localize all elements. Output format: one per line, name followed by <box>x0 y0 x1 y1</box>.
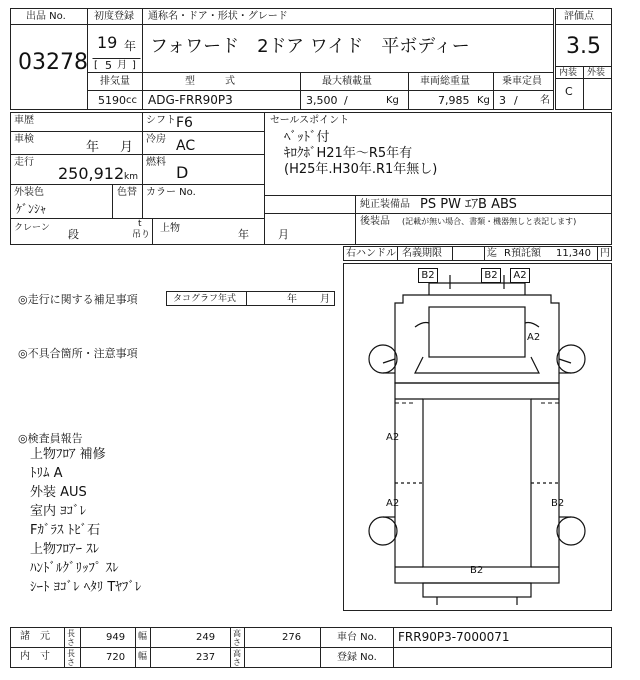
tacho-label: タコグラフ年式 <box>173 294 237 304</box>
model-name-label: 通称名・ドア・形状・グレード <box>148 11 288 22</box>
model-name: フォワード 2ドア ワイド 平ボディー <box>150 36 470 57</box>
capacity-sep: / <box>514 94 518 107</box>
damage-mark-b2: B2 <box>418 268 438 283</box>
inner-length-label: 長さ <box>67 649 75 667</box>
inner-height-label: 高さ <box>233 649 241 667</box>
max-load-label: 最大積載量 <box>322 76 372 87</box>
shift-value: F6 <box>176 115 193 131</box>
capacity: 3 <box>499 94 506 107</box>
inspector-line: 上物ﾌﾛｱｰ ｽﾚ <box>30 542 100 557</box>
inspector-line: ﾄﾘﾑ A <box>30 466 63 481</box>
max-load-unit: Kg <box>386 95 399 106</box>
outer-dims-label: 諸 元 <box>20 631 50 642</box>
aircon-value: AC <box>176 138 196 154</box>
damage-mark-a2: A2 <box>527 332 541 343</box>
first-reg-label: 初度登録 <box>94 11 134 22</box>
genuine-equipment-label: 純正装備品 <box>360 199 410 210</box>
inspector-line: Fｶﾞﾗｽ ﾄﾋﾞ石 <box>30 523 101 538</box>
reg-month-open: [ <box>94 60 98 71</box>
inspector-line: 外装 AUS <box>30 485 87 500</box>
aftermarket-label: 後装品 <box>360 216 390 227</box>
damage-mark-b2: B2 <box>551 498 565 509</box>
color-label: 外装色 <box>14 187 44 198</box>
bed-month-unit: 月 <box>278 228 289 241</box>
inspector-line: 室内 ﾖｺﾞﾚ <box>30 504 87 519</box>
exterior-label: 外装 <box>587 68 606 78</box>
lot-no: 03278 <box>18 50 88 75</box>
reg-year: 19 <box>97 33 118 52</box>
capacity-unit: 名 <box>540 95 550 106</box>
r-deposit-label: R預託額 <box>504 248 541 259</box>
inner-dims-label: 内 寸 <box>20 651 50 662</box>
history-label: 車歴 <box>14 115 34 126</box>
capacity-label: 乗車定員 <box>502 76 542 87</box>
truck-diagram <box>343 263 611 610</box>
bed-label: 上物 <box>160 223 180 234</box>
grade-label: 評価点 <box>564 11 594 22</box>
reserve-label: 迄 <box>487 248 497 259</box>
genuine-equipment: PS PW ｴｱB ABS <box>420 197 517 212</box>
mileage-value: 250,912 <box>58 164 125 183</box>
color-code-label: カラー No. <box>146 187 196 198</box>
interior-label: 内装 <box>559 68 578 78</box>
tacho-month-unit: 月 <box>320 294 330 305</box>
fuel-value: D <box>176 163 189 182</box>
inspection-label: 車検 <box>14 134 34 145</box>
inspector-line: 上物ﾌﾛｱ 補修 <box>30 447 106 462</box>
damage-mark-a2: A2 <box>386 432 400 443</box>
outer-length: 949 <box>106 632 126 643</box>
outer-length-label: 長さ <box>67 629 75 647</box>
lot-no-label: 出品 No. <box>26 11 66 22</box>
color-value: ｹﾞﾝｼｬ <box>16 202 47 216</box>
outer-width: 249 <box>196 632 216 643</box>
displacement-value: 5190 <box>98 94 126 107</box>
chassis-no: FRR90P3-7000071 <box>398 630 510 644</box>
steering: 右ハンドル <box>346 248 396 259</box>
model-code-label: 型 式 <box>185 76 235 87</box>
crane-label: クレーン <box>14 223 50 233</box>
aftermarket-note: (記載が無い場合、書類・機器無しと表記します) <box>402 217 577 226</box>
damage-mark-b2: B2 <box>470 565 484 576</box>
inner-length: 720 <box>106 652 126 663</box>
displacement-unit: cc <box>126 95 137 106</box>
r-deposit-value: 11,340 <box>556 248 591 259</box>
inspector-line: ﾊﾝﾄﾞﾙｸﾞﾘｯﾌﾟ ｽﾚ <box>30 561 119 576</box>
tacho-year-unit: 年 <box>287 294 297 305</box>
inspection-month-unit: 月 <box>120 140 134 155</box>
inspector-line: ｼｰﾄ ﾖｺﾞﾚ ﾍﾀﾘ Tﾔﾌﾞﾚ <box>30 580 142 595</box>
displacement-label: 排気量 <box>100 76 130 87</box>
mileage-label: 走行 <box>14 157 34 168</box>
reg-no-label: 登録 No. <box>337 652 377 663</box>
max-load-sep: / <box>344 94 348 107</box>
inner-width: 237 <box>196 652 216 663</box>
reg-year-unit: 年 <box>124 39 137 53</box>
sales-point-line: (H25年.H30年.R1年無し) <box>284 162 438 177</box>
inspection-year-unit: 年 <box>86 140 100 155</box>
outer-height-label: 高さ <box>233 629 241 647</box>
reg-month: 5 <box>105 59 112 72</box>
crane-lift: 吊り <box>132 230 151 240</box>
damage-mark-a2: A2 <box>510 268 530 283</box>
crane-stage-unit: 段 <box>68 228 79 241</box>
reg-month-unit: 月 <box>117 60 127 71</box>
defects-label: ◎不具合箇所・注意事項 <box>18 347 138 360</box>
color-change-label: 色替 <box>117 187 137 198</box>
reg-month-close: ] <box>132 60 136 71</box>
fuel-label: 燃料 <box>146 157 166 168</box>
gross-weight-unit: Kg <box>477 95 490 106</box>
shift-label: シフト <box>146 115 176 126</box>
model-code: ADG-FRR90P3 <box>148 93 233 107</box>
inspector-label: ◎検査員報告 <box>18 432 83 445</box>
driving-notes-label: ◎走行に関する補足事項 <box>18 293 138 306</box>
damage-mark-a2: A2 <box>386 498 400 509</box>
name-change-label: 名義期限 <box>402 248 442 259</box>
max-load: 3,500 <box>306 94 338 107</box>
gross-weight-label: 車両総重量 <box>420 76 470 87</box>
grade-value: 3.5 <box>566 34 601 59</box>
sales-point-line: ｷﾛｸﾎﾞH21年～R5年有 <box>284 146 413 161</box>
crane-ton-unit: t <box>138 219 142 229</box>
aircon-label: 冷房 <box>146 134 166 145</box>
bed-year-unit: 年 <box>238 228 249 241</box>
chassis-label: 車台 No. <box>337 632 377 643</box>
damage-mark-b2: B2 <box>481 268 501 283</box>
outer-height: 276 <box>282 632 302 643</box>
interior-grade: C <box>565 85 573 98</box>
sales-points-label: セールスポイント <box>270 115 350 126</box>
outer-width-label: 幅 <box>138 632 148 642</box>
r-deposit-unit: 円 <box>600 248 610 259</box>
sales-point-line: ﾍﾞｯﾄﾞ付 <box>284 130 330 145</box>
gross-weight: 7,985 <box>438 94 470 107</box>
inner-width-label: 幅 <box>138 652 148 662</box>
mileage-unit: km <box>124 172 138 182</box>
